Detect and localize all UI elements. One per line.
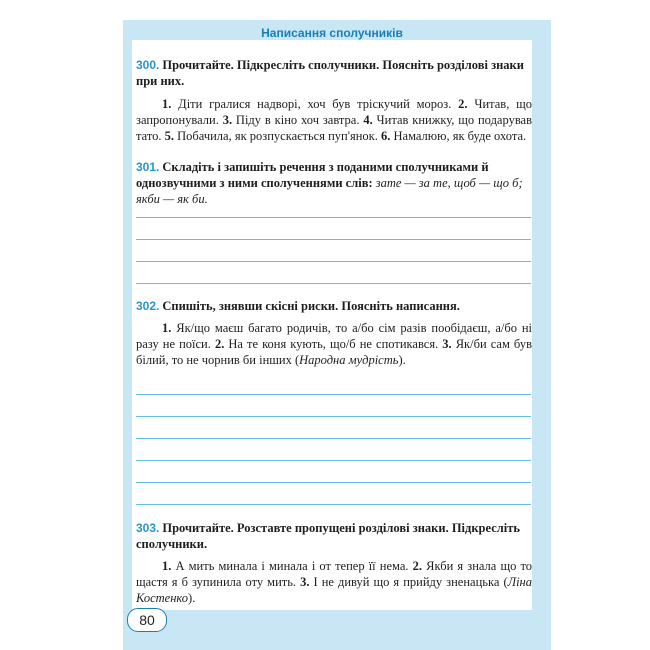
sentence-number: 2. [458, 97, 468, 111]
exercise-302-number: 302. [136, 299, 160, 313]
exercise-303-task [136, 520, 532, 552]
writing-line[interactable] [136, 239, 531, 240]
closing-punctuation: ). [398, 353, 406, 367]
exercise-302-text [136, 320, 532, 368]
sentence: Читав книжку, що подарував тато. [136, 113, 533, 143]
source-attribution: Народна мудрість [299, 353, 399, 367]
sentence-number: 3. [222, 113, 233, 127]
sentence-number: 1. [162, 97, 172, 111]
sentence-number: 3. [300, 575, 310, 589]
exercise-302-task [136, 298, 532, 314]
sentence-number: 2. [412, 559, 422, 573]
writing-lines-302 [136, 394, 531, 505]
sentence: Читав, що запропонували. [136, 97, 532, 127]
writing-line[interactable] [136, 283, 531, 284]
sentence-number: 5. [164, 129, 175, 143]
exercise-300-text [136, 96, 532, 144]
sentence-number: 1. [162, 321, 172, 335]
writing-line[interactable] [136, 416, 531, 417]
sentence-number: 3. [442, 337, 452, 351]
sentence: Як/би сам був білий, то не чорнив би інших ( [136, 337, 532, 367]
exercise-300-instruction: Прочитайте. Підкресліть сполучники. Поясніть розділові знаки при них. [136, 58, 524, 88]
page-number: 80 [127, 608, 167, 632]
exercise-301 [136, 159, 532, 207]
writing-line[interactable] [136, 504, 531, 505]
sentence: Намалюю, як буде охота. [390, 129, 527, 143]
sentence: Піду в кіно хоч завтра. [232, 113, 364, 127]
sentence: На те коня кують, що/б не спотикався. [224, 337, 443, 351]
writing-line[interactable] [136, 460, 531, 461]
sentence: Як/що маєш багато родичів, то а/бо сім разів пообідаєш, а/бо ні разу не поїси. [136, 321, 532, 351]
exercise-301-task [136, 159, 532, 207]
writing-lines-301 [136, 217, 531, 284]
sentence: Якби я знала що то щастя я б зупинила оту мить. [136, 559, 532, 589]
source-attribution: Ліна Костенко [136, 575, 532, 605]
exercise-301-number: 301. [136, 160, 160, 174]
exercise-303 [136, 520, 532, 606]
exercise-302-instruction: Спишіть, знявши скісні риски. Поясніть написання. [162, 299, 460, 313]
writing-line[interactable] [136, 438, 531, 439]
exercise-302 [136, 298, 532, 368]
sentence-number: 2. [214, 337, 225, 351]
writing-line[interactable] [136, 217, 531, 218]
writing-line[interactable] [136, 482, 531, 483]
sentence: Діти гралися надворі, хоч був тріскучий мороз. [171, 97, 459, 111]
writing-line[interactable] [136, 394, 531, 395]
section-title: Написання сполучників [261, 26, 403, 40]
writing-line[interactable] [136, 261, 531, 262]
exercise-303-number: 303. [136, 521, 160, 535]
exercise-303-text [136, 558, 532, 606]
sentence: І не дивуй що я прийду зненацька ( [309, 575, 508, 589]
sentence-number: 1. [162, 559, 172, 573]
sentence: А мить минала і минала і от тепер її нема. [171, 559, 413, 573]
closing-punctuation: ). [188, 591, 196, 605]
exercise-300 [136, 57, 532, 144]
exercise-300-number: 300. [136, 58, 160, 72]
sentence: Побачила, як розпускається пуп'янок. [174, 129, 381, 143]
exercise-300-task [136, 57, 532, 89]
exercise-303-instruction: Прочитайте. Розставте пропущені розділові знаки. Підкресліть сполучники. [136, 521, 520, 551]
sentence-number: 4. [363, 113, 373, 127]
exercise-301-instruction: Складіть і запишіть речення з поданими сполучниками й однозвучними з ними сполученнями слів: [136, 160, 489, 190]
sentence-number: 6. [381, 129, 391, 143]
exercise-301-word-pairs: зате — за те, щоб — що б; якби — як би. [136, 176, 523, 206]
